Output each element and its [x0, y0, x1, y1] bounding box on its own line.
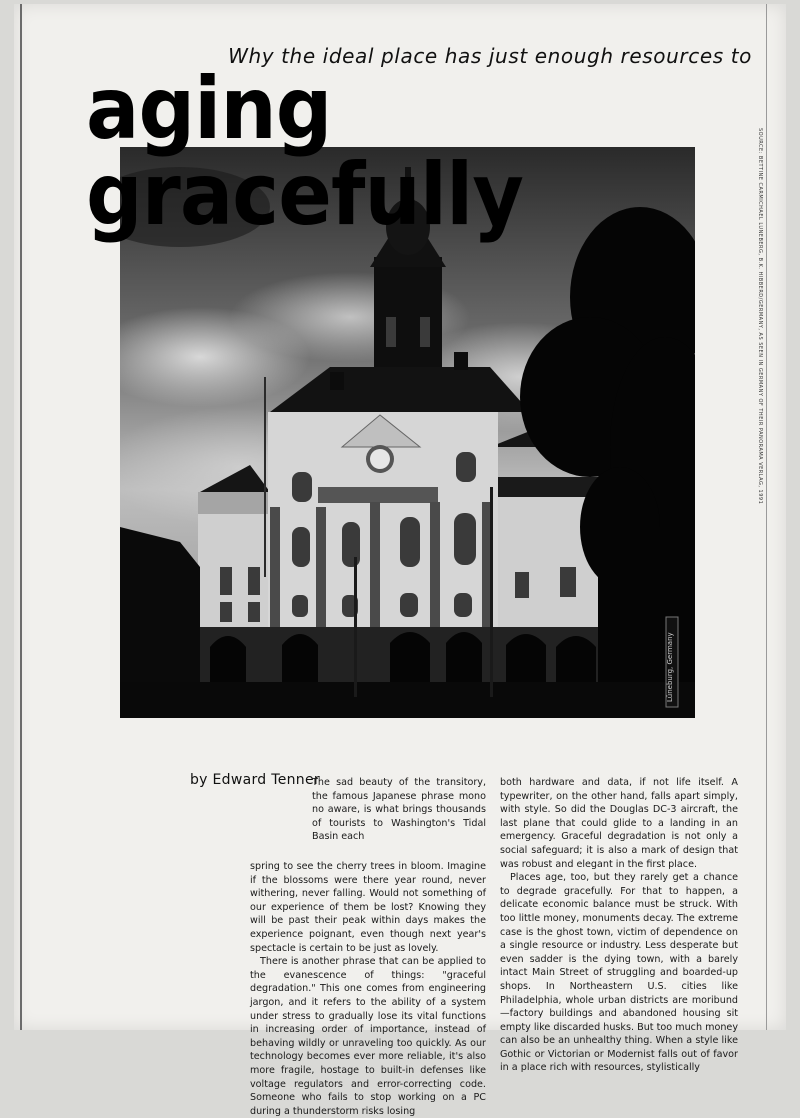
paragraph-2: There is another phrase that can be applied to the evanescence of things: "graceful degradation." This one comes from engineering jargon, and it refers to the ability of a system under stress to gradually lose its vital functions in increasing order of importance, instead of behaving wildly or unraveling too quickly. As our technology becomes ever more reliable, it's also more fragile, hostage to built-in defenses like voltage regulators and error-correcting code. Someone who fails to stop working on a PC during a thunderstorm risks losing	[250, 956, 486, 1117]
byline: by Edward Tenner	[190, 772, 320, 788]
article-kicker: Why the ideal place has just enough resources to	[228, 44, 752, 68]
location-caption: Lüneburg, Germany	[666, 632, 674, 702]
column-1-lead	[312, 776, 486, 844]
column-1-body	[250, 860, 486, 1118]
paragraph-3: both hardware and data, if not life itself. A typewriter, on the other hand, falls apart simply, with style. So did the Douglas DC-3 aircraft, the last plane that could glide to a landing in an emergency. Graceful degradation is not only a social safeguard; it is also a mark of design that was robust and elegant in the first place.	[500, 777, 738, 870]
paragraph-1-continued: spring to see the cherry trees in bloom. Imagine if the blossoms were there year round, never withering, never falling. Would not something of our experience of them be lost? Knowing they will be past their peak within days makes the experience poignant, even though next year's spectacle is certain to be just as lovely.	[250, 861, 486, 954]
lead-paragraph: The sad beauty of the transitory, the famous Japanese phrase mono no aware, is what brings thousands of tourists to Washington's Tidal Basin each	[312, 777, 486, 843]
paragraph-4: Places age, too, but they rarely get a chance to degrade gracefully. For that to happen, a delicate economic balance must be struck. With too little money, monuments decay. The extreme case is the ghost town, victim of dependence on a single resource or industry. Less desperate but even sadder is the dying town, with a barely intact Main Street of struggling and boarded-up shops. In Northeastern U.S. cities like Philadelphia, whole urban districts are moribund—factory buildings and abandoned housing sit empty like discarded husks. But too much money can also be an unhealthy thing. When a style like Gothic or Victorian or Modernist falls out of favor in a place rich with resources, stylistically	[500, 872, 738, 1074]
photo-source-credit: SOURCE: BETTINE CARMICHAEL LUNEBERG, B.K. HIBBERD/GERMANY, AS SEEN IN GERMANY OF THEIR PANORAMA VERLAG, 1991	[757, 128, 763, 505]
right-gutter-line	[766, 4, 767, 1030]
article-headline: aging gracefully	[86, 59, 523, 245]
left-gutter-line	[20, 4, 22, 1030]
column-2-body	[500, 776, 738, 1075]
